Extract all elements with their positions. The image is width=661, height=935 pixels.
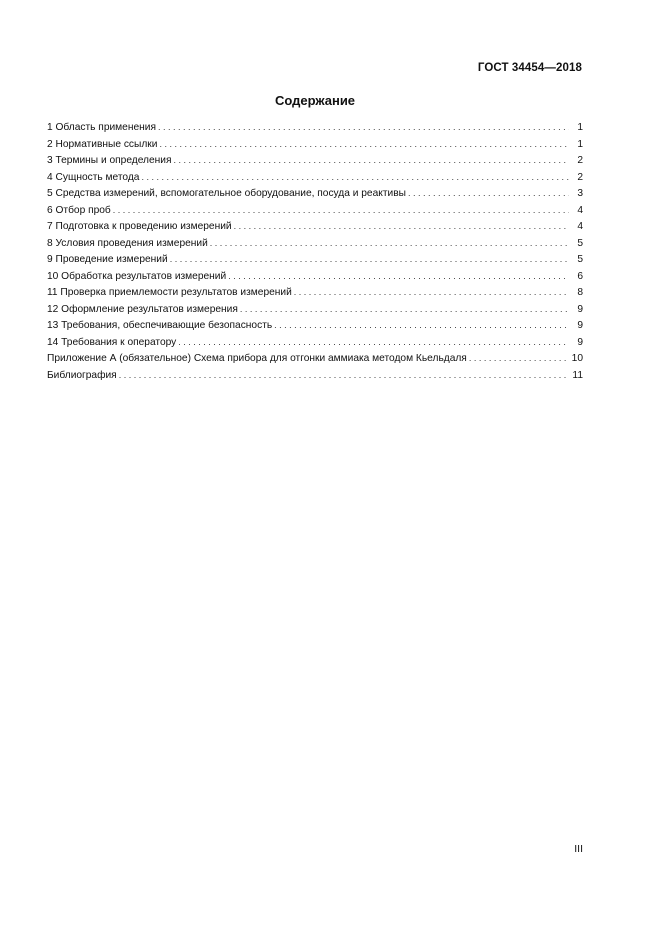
toc-entry-label: Библиография <box>47 369 117 381</box>
toc-entry-page: 11 <box>572 369 583 381</box>
toc-entry[interactable] <box>47 317 583 334</box>
toc-entry-label: 5 Средства измерений, вспомогательное оборудование, посуда и реактивы <box>47 188 406 199</box>
toc-entry-label: 1 Область применения <box>47 122 156 133</box>
toc-entry-page: 2 <box>577 171 583 183</box>
toc-entry-page: 9 <box>577 303 583 315</box>
toc-entry-label: 8 Условия проведения измерений <box>47 237 208 249</box>
toc-entry-label: 2 Нормативные ссылки <box>47 138 158 150</box>
toc-entry[interactable] <box>47 284 583 301</box>
toc-entry[interactable] <box>47 235 583 252</box>
toc-leader-dots <box>119 367 569 384</box>
toc-leader-dots <box>159 136 569 153</box>
toc-leader-dots <box>240 301 569 318</box>
toc-entry[interactable] <box>47 367 583 384</box>
table-of-contents <box>47 119 583 383</box>
toc-leader-dots <box>210 235 569 252</box>
toc-entry[interactable] <box>47 136 583 153</box>
toc-entry[interactable] <box>47 185 583 202</box>
toc-leader-dots <box>113 202 569 219</box>
toc-entry-label: 3 Термины и определения <box>47 155 172 166</box>
toc-leader-dots <box>173 152 569 169</box>
toc-entry[interactable] <box>47 152 583 169</box>
toc-leader-dots <box>234 218 569 235</box>
toc-leader-dots <box>141 169 569 186</box>
toc-entry[interactable] <box>47 119 583 136</box>
toc-leader-dots <box>294 284 569 301</box>
toc-entry-page: 10 <box>571 353 583 364</box>
toc-entry-label: 13 Требования, обеспечивающие безопасность <box>47 320 273 331</box>
toc-entry[interactable] <box>47 251 583 268</box>
toc-entry-page: 6 <box>577 270 583 282</box>
toc-entry-label: 6 Отбор проб <box>47 204 111 216</box>
toc-entry-label: Приложение А (обязательное) Схема прибора для отгонки аммиака методом Кьельдаля <box>47 353 467 364</box>
toc-leader-dots <box>158 119 569 136</box>
toc-entry[interactable] <box>47 350 583 367</box>
toc-entry-page: 5 <box>577 254 583 265</box>
toc-entry-page: 4 <box>577 204 583 216</box>
toc-entry-label: 10 Обработка результатов измерений <box>47 270 227 282</box>
toc-entry[interactable] <box>47 334 583 351</box>
toc-entry-page: 4 <box>577 221 583 232</box>
toc-leader-dots <box>178 334 569 351</box>
toc-leader-dots <box>274 317 569 334</box>
toc-title: Содержание <box>274 93 356 108</box>
toc-entry[interactable] <box>47 268 583 285</box>
toc-entry-label: 12 Оформление результатов измерения <box>47 303 238 315</box>
toc-leader-dots <box>228 268 569 285</box>
toc-entry-page: 5 <box>577 237 583 249</box>
toc-entry[interactable] <box>47 218 583 235</box>
toc-entry-page: 8 <box>577 287 583 298</box>
toc-entry-page: 3 <box>577 188 583 199</box>
page-number: III <box>574 843 583 855</box>
toc-entry-page: 1 <box>577 138 583 150</box>
toc-entry-label: 4 Сущность метода <box>47 171 140 183</box>
toc-entry[interactable] <box>47 301 583 318</box>
toc-entry-page: 2 <box>577 155 583 166</box>
toc-entry-label: 14 Требования к оператору <box>47 336 177 348</box>
toc-leader-dots <box>170 251 569 268</box>
toc-entry[interactable] <box>47 202 583 219</box>
toc-entry-page: 1 <box>577 122 583 133</box>
toc-entry[interactable] <box>47 169 583 186</box>
toc-entry-label: 7 Подготовка к проведению измерений <box>47 221 232 232</box>
toc-leader-dots <box>469 350 568 367</box>
toc-entry-label: 9 Проведение измерений <box>47 254 168 265</box>
toc-entry-label: 11 Проверка приемлемости результатов измерений <box>47 287 292 298</box>
toc-entry-page: 9 <box>577 336 583 348</box>
document-code: ГОСТ 34454—2018 <box>477 62 582 74</box>
toc-entry-page: 9 <box>577 320 583 331</box>
toc-leader-dots <box>408 185 569 202</box>
